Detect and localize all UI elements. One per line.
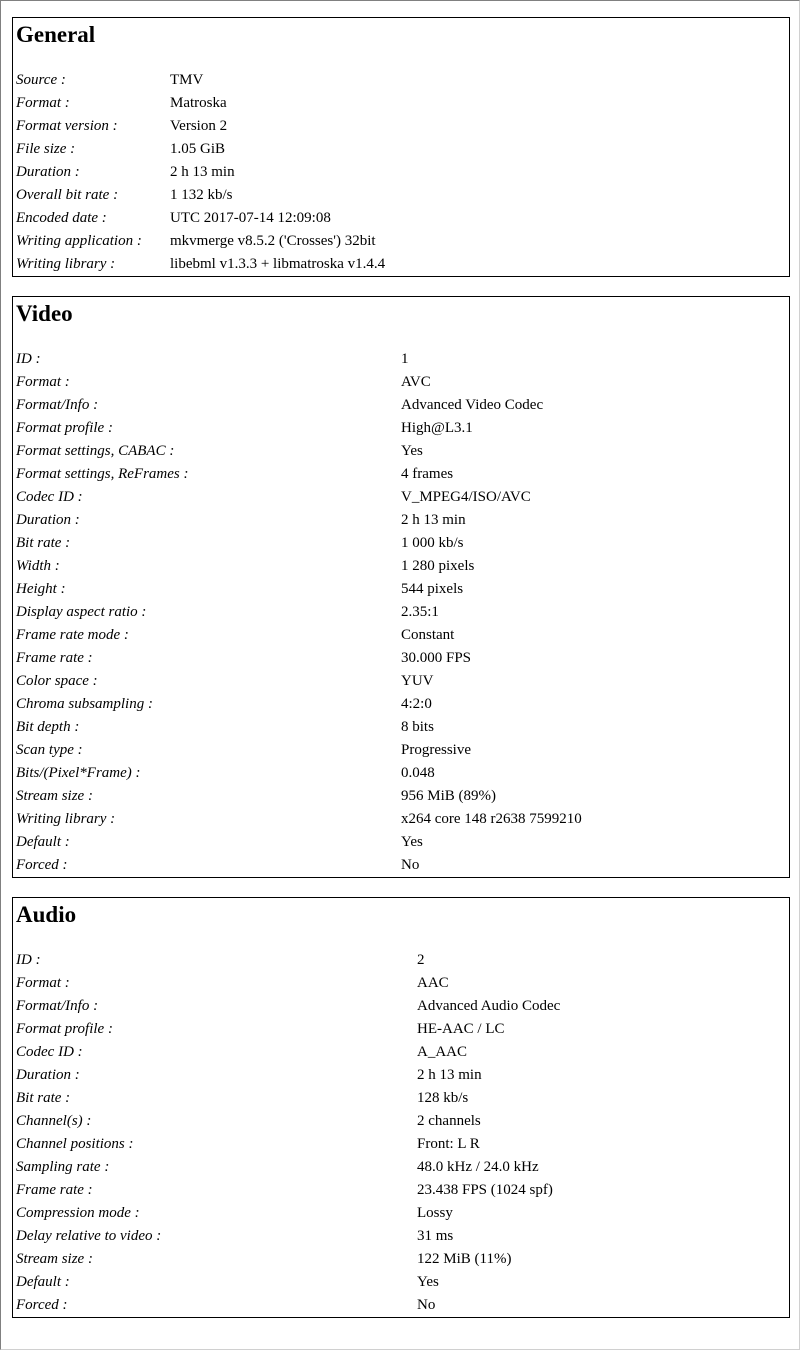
property-value: 23.438 FPS (1024 spf)	[417, 1182, 553, 1198]
audio-property-row	[13, 1294, 789, 1317]
property-label: Bit rate :	[16, 535, 71, 551]
property-value: 122 MiB (11%)	[417, 1251, 512, 1267]
property-value: High@L3.1	[401, 420, 473, 436]
general-property-row	[13, 69, 789, 92]
audio-property-row	[13, 1087, 789, 1110]
property-label: Format/Info :	[16, 397, 99, 413]
property-label: Format :	[16, 374, 70, 390]
property-value: 2.35:1	[401, 604, 439, 620]
video-property-row	[13, 601, 789, 624]
video-property-row	[13, 555, 789, 578]
property-value: TMV	[170, 72, 204, 88]
property-label: Overall bit rate :	[16, 187, 119, 203]
property-value: 4 frames	[401, 466, 454, 482]
audio-properties-list	[13, 949, 789, 1317]
general-property-row	[13, 115, 789, 138]
video-property-row	[13, 348, 789, 371]
video-property-row	[13, 509, 789, 532]
property-value: 2 channels	[417, 1113, 481, 1129]
property-value: 1	[401, 351, 409, 367]
property-value: 2 h 13 min	[170, 164, 235, 180]
video-property-row	[13, 578, 789, 601]
property-label: Duration :	[16, 512, 80, 528]
property-value: 128 kb/s	[417, 1090, 469, 1106]
property-value: Advanced Video Codec	[401, 397, 544, 413]
video-property-row	[13, 486, 789, 509]
property-label: Format settings, CABAC :	[16, 443, 175, 459]
audio-property-row	[13, 972, 789, 995]
general-property-row	[13, 230, 789, 253]
property-value: Yes	[401, 834, 423, 850]
property-label: Duration :	[16, 1067, 80, 1083]
property-label: File size :	[16, 141, 76, 157]
video-property-row	[13, 716, 789, 739]
property-label: Default :	[16, 834, 70, 850]
property-label: Compression mode :	[16, 1205, 140, 1221]
video-properties-list	[13, 348, 789, 877]
video-property-row	[13, 624, 789, 647]
audio-property-row	[13, 1202, 789, 1225]
property-value: 0.048	[401, 765, 435, 781]
audio-property-row	[13, 1133, 789, 1156]
video-property-row	[13, 371, 789, 394]
audio-property-row	[13, 1225, 789, 1248]
video-property-row	[13, 808, 789, 831]
property-label: Format settings, ReFrames :	[16, 466, 189, 482]
property-value: x264 core 148 r2638 7599210	[401, 811, 582, 827]
property-label: Scan type :	[16, 742, 83, 758]
audio-property-row	[13, 1018, 789, 1041]
property-value: No	[401, 857, 420, 873]
property-value: HE-AAC / LC	[417, 1021, 505, 1037]
property-label: Forced :	[16, 857, 68, 873]
property-value: AVC	[401, 374, 431, 390]
property-label: Color space :	[16, 673, 98, 689]
video-property-row	[13, 394, 789, 417]
property-label: Frame rate :	[16, 650, 93, 666]
general-property-row	[13, 253, 789, 276]
video-property-row	[13, 670, 789, 693]
property-value: 956 MiB (89%)	[401, 788, 496, 804]
property-value: mkvmerge v8.5.2 ('Crosses') 32bit	[170, 233, 376, 249]
property-value: 31 ms	[417, 1228, 454, 1244]
property-label: Height :	[16, 581, 66, 597]
property-label: Duration :	[16, 164, 80, 180]
video-section	[12, 296, 790, 878]
property-label: Format :	[16, 975, 70, 991]
general-property-row	[13, 92, 789, 115]
property-label: ID :	[16, 952, 41, 968]
property-value: 30.000 FPS	[401, 650, 472, 666]
video-property-row	[13, 739, 789, 762]
property-label: Width :	[16, 558, 60, 574]
property-label: Forced :	[16, 1297, 68, 1313]
property-value: AAC	[417, 975, 449, 991]
property-value: Yes	[401, 443, 423, 459]
general-property-row	[13, 138, 789, 161]
property-value: 2	[417, 952, 425, 968]
audio-property-row	[13, 1041, 789, 1064]
property-label: Chroma subsampling :	[16, 696, 153, 712]
general-section	[12, 17, 790, 277]
property-value: YUV	[401, 673, 434, 689]
property-label: Writing library :	[16, 256, 116, 272]
property-label: Format/Info :	[16, 998, 99, 1014]
property-value: UTC 2017-07-14 12:09:08	[170, 210, 331, 226]
video-property-row	[13, 532, 789, 555]
property-label: Codec ID :	[16, 489, 83, 505]
audio-section	[12, 897, 790, 1318]
property-label: Delay relative to video :	[16, 1228, 162, 1244]
property-value: Progressive	[401, 742, 471, 758]
property-value: 4:2:0	[401, 696, 432, 712]
audio-property-row	[13, 949, 789, 972]
property-value: V_MPEG4/ISO/AVC	[401, 489, 531, 505]
audio-property-row	[13, 995, 789, 1018]
property-label: Frame rate :	[16, 1182, 93, 1198]
general-property-row	[13, 184, 789, 207]
video-property-row	[13, 463, 789, 486]
section-title-audio: Audio	[16, 902, 77, 927]
property-label: Format profile :	[16, 420, 113, 436]
property-value: 2 h 13 min	[401, 512, 466, 528]
property-value: 48.0 kHz / 24.0 kHz	[417, 1159, 539, 1175]
video-property-row	[13, 647, 789, 670]
property-label: Channel(s) :	[16, 1113, 92, 1129]
section-title-general: General	[16, 22, 96, 47]
property-label: Writing library :	[16, 811, 116, 827]
property-value: 1.05 GiB	[170, 141, 226, 157]
property-label: Encoded date :	[16, 210, 107, 226]
property-label: Source :	[16, 72, 66, 88]
audio-property-row	[13, 1064, 789, 1087]
property-label: Sampling rate :	[16, 1159, 110, 1175]
property-label: Stream size :	[16, 1251, 93, 1267]
property-value: Version 2	[170, 118, 228, 134]
property-label: Bit rate :	[16, 1090, 71, 1106]
property-label: Bits/(Pixel*Frame) :	[16, 765, 141, 781]
property-value: A_AAC	[417, 1044, 468, 1060]
video-property-row	[13, 417, 789, 440]
property-label: Writing application :	[16, 233, 142, 249]
property-label: Display aspect ratio :	[16, 604, 147, 620]
property-value: Lossy	[417, 1205, 453, 1221]
property-value: 1 132 kb/s	[170, 187, 233, 203]
property-value: 1 000 kb/s	[401, 535, 464, 551]
property-value: Matroska	[170, 95, 227, 111]
audio-property-row	[13, 1179, 789, 1202]
general-properties-list	[13, 69, 789, 276]
general-property-row	[13, 207, 789, 230]
property-value: libebml v1.3.3 + libmatroska v1.4.4	[170, 256, 386, 272]
property-value: Constant	[401, 627, 455, 643]
property-value: No	[417, 1297, 436, 1313]
general-property-row	[13, 161, 789, 184]
property-value: 8 bits	[401, 719, 434, 735]
property-label: Frame rate mode :	[16, 627, 129, 643]
property-label: ID :	[16, 351, 41, 367]
property-value: Front: L R	[417, 1136, 480, 1152]
video-property-row	[13, 854, 789, 877]
property-value: Yes	[417, 1274, 439, 1290]
property-value: Advanced Audio Codec	[417, 998, 561, 1014]
property-label: Channel positions :	[16, 1136, 134, 1152]
audio-property-row	[13, 1110, 789, 1133]
property-label: Format :	[16, 95, 70, 111]
video-property-row	[13, 762, 789, 785]
property-label: Stream size :	[16, 788, 93, 804]
property-label: Bit depth :	[16, 719, 80, 735]
video-property-row	[13, 693, 789, 716]
video-property-row	[13, 440, 789, 463]
property-label: Default :	[16, 1274, 70, 1290]
section-title-video: Video	[16, 301, 73, 326]
property-label: Codec ID :	[16, 1044, 83, 1060]
audio-property-row	[13, 1248, 789, 1271]
property-label: Format version :	[16, 118, 118, 134]
audio-property-row	[13, 1156, 789, 1179]
audio-property-row	[13, 1271, 789, 1294]
video-property-row	[13, 785, 789, 808]
video-property-row	[13, 831, 789, 854]
property-value: 2 h 13 min	[417, 1067, 482, 1083]
property-value: 1 280 pixels	[401, 558, 475, 574]
property-value: 544 pixels	[401, 581, 464, 597]
property-label: Format profile :	[16, 1021, 113, 1037]
